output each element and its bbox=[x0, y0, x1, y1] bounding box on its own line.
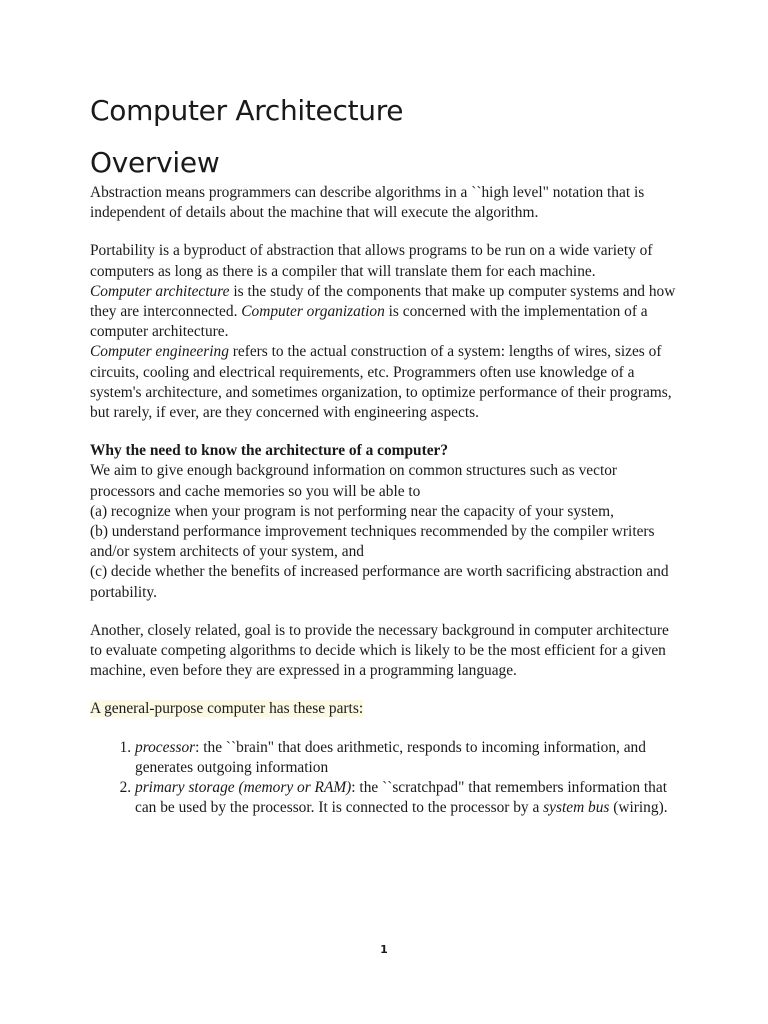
paragraph-engineering-text: refers to the actual construction of a system: lengths of wires, sizes of circuits, cooling and electrical requirements, etc. Programmers often use knowledge of a system's architecture, and sometimes organization, to optimize performance of their programs, but rarely, if ever, are they concerned with engineering aspects. bbox=[90, 343, 672, 422]
why-intro: We aim to give enough background information on common structures such as vector processors and cache memories so you will be able to bbox=[90, 462, 618, 500]
page-number: 1 bbox=[380, 943, 388, 956]
term-system-bus: system bus bbox=[543, 799, 610, 817]
paragraph-architecture bbox=[90, 282, 680, 343]
paragraph-portability: Portability is a byproduct of abstraction that allows programs to be run on a wide variety of computers as long as there is a compiler that will translate them for each machine. bbox=[90, 242, 653, 280]
why-item-b: (b) understand performance improvement techniques recommended by the compiler writers and/or system architects of your system, and bbox=[90, 523, 655, 561]
term-computer-organization: Computer organization bbox=[241, 303, 385, 321]
document-body bbox=[90, 183, 680, 818]
page-title: Computer Architecture bbox=[90, 94, 404, 127]
term-primary-storage: primary storage (memory or RAM) bbox=[135, 779, 352, 797]
term-computer-architecture: Computer architecture bbox=[90, 282, 230, 300]
why-item-c: (c) decide whether the benefits of increased performance are worth sacrificing abstraction and portability. bbox=[90, 563, 669, 601]
section-heading-overview: Overview bbox=[90, 146, 220, 179]
term-processor: processor bbox=[135, 738, 196, 756]
list-item-text: : the ``scratchpad" that remembers information that can be used by the processor. It is connected to the processor by a bbox=[135, 779, 667, 817]
paragraph-abstraction: Abstraction means programmers can describe algorithms in a ``high level" notation that is independent of details about the machine that will execute the algorithm. bbox=[90, 184, 645, 222]
paragraph-architecture-text-2: is concerned with the implementation of a computer architecture. bbox=[90, 303, 648, 341]
paragraph-goal: Another, closely related, goal is to provide the necessary background in computer architecture to evaluate competing algorithms to decide which is likely to be the most efficient for a given machine, even before they are expressed in a programming language. bbox=[90, 621, 669, 680]
paragraph-engineering bbox=[90, 342, 680, 423]
why-item-a: (a) recognize when your program is not performing near the capacity of your system, bbox=[90, 502, 614, 520]
parts-intro-highlight: A general-purpose computer has these parts: bbox=[90, 700, 364, 718]
parts-list bbox=[90, 738, 680, 819]
list-item bbox=[135, 738, 680, 778]
term-computer-engineering: Computer engineering bbox=[90, 343, 229, 361]
parts-intro bbox=[90, 699, 680, 719]
list-item-text-end: (wiring). bbox=[609, 799, 668, 817]
list-item bbox=[135, 778, 680, 818]
list-item-text: : the ``brain" that does arithmetic, responds to incoming information, and generates outgoing information bbox=[135, 738, 646, 776]
paragraph-architecture-text-1: is the study of the components that make up computer systems and how they are interconnected. bbox=[90, 282, 676, 321]
why-heading: Why the need to know the architecture of a computer? bbox=[90, 442, 449, 460]
